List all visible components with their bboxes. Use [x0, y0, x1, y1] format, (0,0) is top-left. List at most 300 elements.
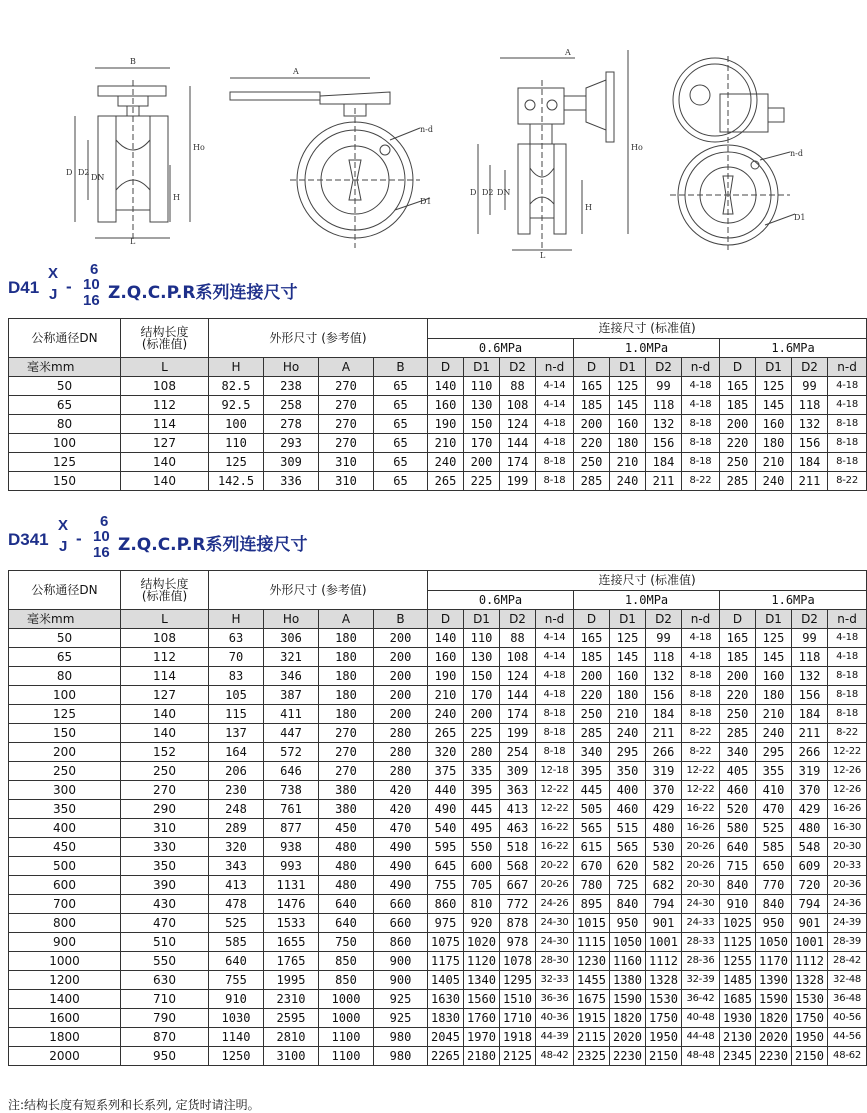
table-cell: 4-18 — [682, 396, 720, 415]
table-cell: 266 — [646, 743, 682, 762]
table-row — [9, 1047, 867, 1066]
table-cell: 24-30 — [536, 914, 574, 933]
table-cell: 220 — [720, 686, 756, 705]
table-cell: 4-18 — [682, 648, 720, 667]
table-cell: 1250 — [209, 1047, 264, 1066]
table-cell: 640 — [319, 895, 374, 914]
table-cell: 44-48 — [682, 1028, 720, 1047]
table-cell: 125 — [209, 453, 264, 472]
dim-label-d1: D1 — [420, 197, 432, 206]
table-cell: 200 — [464, 453, 500, 472]
table-cell: 518 — [500, 838, 536, 857]
table-cell: 413 — [209, 876, 264, 895]
table-cell: 83 — [209, 667, 264, 686]
table-cell: 1078 — [500, 952, 536, 971]
table-cell: 250 — [574, 705, 610, 724]
table-cell: 36-48 — [828, 990, 867, 1009]
table-cell: 480 — [319, 838, 374, 857]
table-cell: 901 — [646, 914, 682, 933]
table-cell: 285 — [574, 724, 610, 743]
table-cell: 309 — [500, 762, 536, 781]
table-cell: 950 — [121, 1047, 209, 1066]
table-cell: 1995 — [264, 971, 319, 990]
table-cell: 278 — [264, 415, 319, 434]
table-cell: 8-18 — [828, 705, 867, 724]
table-cell: 4-18 — [828, 629, 867, 648]
table-cell: 1230 — [574, 952, 610, 971]
table-cell: 165 — [574, 377, 610, 396]
table-cell: 463 — [500, 819, 536, 838]
table-cell: 240 — [756, 472, 792, 491]
title-dash: - — [66, 277, 72, 296]
title-pn-10: 10 — [93, 528, 110, 545]
table-cell: 2150 — [792, 1047, 828, 1066]
table-cell: 270 — [319, 434, 374, 453]
table-cell: 254 — [500, 743, 536, 762]
table-cell: 1400 — [9, 990, 121, 1009]
pressure-header-p1: 0.6MPa — [428, 590, 574, 610]
header-row — [9, 319, 867, 339]
table-cell: 8-18 — [682, 434, 720, 453]
col-header-connection: 连接尺寸 (标准值) — [428, 319, 867, 339]
table-cell: 114 — [121, 415, 209, 434]
d341-side-view — [670, 56, 795, 250]
dim-label-nd: n-d — [420, 125, 433, 134]
dim-label-d1-2: D1 — [794, 213, 806, 222]
table-cell: 200 — [720, 415, 756, 434]
table-cell: 772 — [500, 895, 536, 914]
table-row — [9, 781, 867, 800]
table-cell: 280 — [374, 762, 428, 781]
table-cell: 4-18 — [828, 396, 867, 415]
table-row — [9, 686, 867, 705]
table-cell: 2325 — [574, 1047, 610, 1066]
table-cell: 1020 — [464, 933, 500, 952]
table-cell: 144 — [500, 434, 536, 453]
table-cell: 460 — [610, 800, 646, 819]
d341-front-view — [478, 50, 628, 250]
dim-label-a: A — [293, 67, 299, 76]
title-dash: - — [76, 529, 82, 548]
table-cell: 125 — [756, 377, 792, 396]
table-cell: 100 — [9, 434, 121, 453]
table-cell: 270 — [319, 762, 374, 781]
table-cell: 130 — [464, 648, 500, 667]
unit-cell: 毫米mm — [9, 358, 121, 377]
table-cell: 615 — [574, 838, 610, 857]
table-cell: 8-18 — [536, 743, 574, 762]
valve-drawings — [0, 0, 850, 262]
table-cell: 336 — [264, 472, 319, 491]
table-cell: 289 — [209, 819, 264, 838]
table-cell: 130 — [464, 396, 500, 415]
table-cell: 220 — [720, 434, 756, 453]
table-cell: 20-30 — [682, 876, 720, 895]
table-cell: 44-56 — [828, 1028, 867, 1047]
table-cell: 124 — [500, 667, 536, 686]
table-cell: 206 — [209, 762, 264, 781]
table-cell: 210 — [610, 705, 646, 724]
table-cell: 290 — [121, 800, 209, 819]
table-cell: 65 — [374, 434, 428, 453]
table-cell: 350 — [9, 800, 121, 819]
table-cell: 280 — [374, 743, 428, 762]
table-cell: 270 — [319, 743, 374, 762]
table-cell: 4-18 — [828, 377, 867, 396]
table-cell: 8-18 — [682, 415, 720, 434]
unit-cell: D1 — [464, 358, 500, 377]
table-cell: 8-18 — [682, 686, 720, 705]
table-cell: 925 — [374, 1009, 428, 1028]
table-cell: 211 — [792, 472, 828, 491]
table-cell: 165 — [574, 629, 610, 648]
unit-cell: D — [720, 358, 756, 377]
table-cell: 132 — [646, 667, 682, 686]
table-cell: 4-14 — [536, 377, 574, 396]
table-cell: 200 — [374, 705, 428, 724]
table-cell: 900 — [374, 971, 428, 990]
table-row — [9, 933, 867, 952]
unit-cell: n-d — [536, 358, 574, 377]
table-cell: 910 — [209, 990, 264, 1009]
table-cell: 65 — [374, 453, 428, 472]
table-cell: 667 — [500, 876, 536, 895]
title-pn-16: 16 — [83, 292, 100, 309]
table-cell: 580 — [720, 819, 756, 838]
table-cell: 16-30 — [828, 819, 867, 838]
table-cell: 4-14 — [536, 396, 574, 415]
table-cell: 1160 — [610, 952, 646, 971]
table-cell: 180 — [319, 705, 374, 724]
unit-cell: H — [209, 610, 264, 629]
table-cell: 63 — [209, 629, 264, 648]
table-cell: 190 — [428, 667, 464, 686]
title-j: J — [49, 286, 58, 303]
table-cell: 118 — [646, 396, 682, 415]
table-cell: 88 — [500, 377, 536, 396]
table-cell: 170 — [464, 686, 500, 705]
table-cell: 200 — [374, 648, 428, 667]
table-cell: 2000 — [9, 1047, 121, 1066]
table-cell: 350 — [121, 857, 209, 876]
unit-cell: L — [121, 358, 209, 377]
table-cell: 1390 — [756, 971, 792, 990]
dim-label-dn-2: DN — [497, 188, 511, 197]
table-cell: 125 — [756, 629, 792, 648]
table-cell: 850 — [319, 971, 374, 990]
table-cell: 32-33 — [536, 971, 574, 990]
table-cell: 319 — [646, 762, 682, 781]
table-cell: 1328 — [646, 971, 682, 990]
table-cell: 1590 — [756, 990, 792, 1009]
table-cell: 125 — [9, 705, 121, 724]
table-cell: 2345 — [720, 1047, 756, 1066]
table-cell: 250 — [720, 453, 756, 472]
unit-cell: D1 — [756, 610, 792, 629]
table-cell: 140 — [121, 472, 209, 491]
table-cell: 20-26 — [682, 838, 720, 857]
d41-side-view — [230, 78, 430, 248]
unit-cell: D2 — [500, 610, 536, 629]
table-cell: 1655 — [264, 933, 319, 952]
table-cell: 285 — [574, 472, 610, 491]
table-cell: 185 — [720, 396, 756, 415]
table-cell: 1131 — [264, 876, 319, 895]
unit-cell: Ho — [264, 610, 319, 629]
table-cell: 480 — [792, 819, 828, 838]
table-cell: 660 — [374, 895, 428, 914]
table-cell: 150 — [9, 472, 121, 491]
table-cell: 50 — [9, 629, 121, 648]
table-cell: 180 — [319, 648, 374, 667]
table-cell: 585 — [209, 933, 264, 952]
table-cell: 20-36 — [828, 876, 867, 895]
table-cell: 1000 — [319, 1009, 374, 1028]
table-cell: 877 — [264, 819, 319, 838]
unit-cell: D — [720, 610, 756, 629]
unit-cell: D2 — [646, 610, 682, 629]
table-cell: 300 — [9, 781, 121, 800]
table-cell: 1750 — [792, 1009, 828, 1028]
pressure-header-p2: 1.0MPa — [574, 338, 720, 358]
table-cell: 200 — [720, 667, 756, 686]
dim-label-l-2: L — [540, 251, 546, 260]
table-cell: 210 — [756, 705, 792, 724]
table-cell: 32-48 — [828, 971, 867, 990]
table-cell: 238 — [264, 377, 319, 396]
table-cell: 88 — [500, 629, 536, 648]
table-cell: 1125 — [720, 933, 756, 952]
table-cell: 127 — [121, 686, 209, 705]
table-cell: 250 — [121, 762, 209, 781]
table-cell: 165 — [720, 377, 756, 396]
title-model: D41 — [8, 278, 40, 297]
table-cell: 980 — [374, 1047, 428, 1066]
table-cell: 280 — [374, 724, 428, 743]
connection-table-d341 — [8, 570, 867, 1066]
table-cell: 1530 — [646, 990, 682, 1009]
table-cell: 715 — [720, 857, 756, 876]
table-cell: 410 — [756, 781, 792, 800]
table-cell: 210 — [428, 434, 464, 453]
table-cell: 640 — [209, 952, 264, 971]
table-cell: 28-30 — [536, 952, 574, 971]
table-row — [9, 895, 867, 914]
table-cell: 895 — [574, 895, 610, 914]
col-header-dn: 公称通径DN — [9, 319, 121, 358]
table-cell: 1455 — [574, 971, 610, 990]
table-cell: 2020 — [756, 1028, 792, 1047]
col-header-length: 结构长度 (标准值) — [121, 571, 209, 610]
table-cell: 1630 — [428, 990, 464, 1009]
table-cell: 710 — [121, 990, 209, 1009]
table-cell: 12-18 — [536, 762, 574, 781]
title-x: X — [48, 265, 59, 282]
table-cell: 110 — [464, 629, 500, 648]
table-cell: 370 — [792, 781, 828, 800]
dim-label-d-2: D — [470, 188, 477, 197]
table-cell: 118 — [646, 648, 682, 667]
table-cell: 270 — [319, 415, 374, 434]
table-cell: 310 — [319, 453, 374, 472]
table-cell: 145 — [610, 396, 646, 415]
dim-label-a-2: A — [565, 48, 571, 57]
table-cell: 395 — [464, 781, 500, 800]
table-cell: 12-26 — [828, 781, 867, 800]
table-cell: 1100 — [319, 1047, 374, 1066]
table-cell: 150 — [464, 415, 500, 434]
table-cell: 174 — [500, 705, 536, 724]
table-cell: 700 — [9, 895, 121, 914]
table-cell: 400 — [610, 781, 646, 800]
table-cell: 118 — [792, 396, 828, 415]
table-cell: 810 — [464, 895, 500, 914]
table-cell: 1100 — [319, 1028, 374, 1047]
table-cell: 572 — [264, 743, 319, 762]
table-cell: 380 — [319, 800, 374, 819]
table-row — [9, 415, 867, 434]
table-cell: 720 — [792, 876, 828, 895]
table-cell: 585 — [756, 838, 792, 857]
table-cell: 108 — [500, 648, 536, 667]
table-cell: 901 — [792, 914, 828, 933]
table-cell: 115 — [209, 705, 264, 724]
table-cell: 211 — [646, 724, 682, 743]
table-cell: 375 — [428, 762, 464, 781]
table-cell: 8-18 — [536, 705, 574, 724]
table-cell: 8-18 — [536, 453, 574, 472]
table-cell: 199 — [500, 724, 536, 743]
table-cell: 125 — [610, 377, 646, 396]
table-cell: 150 — [9, 724, 121, 743]
table-cell: 190 — [428, 415, 464, 434]
table-cell: 180 — [319, 686, 374, 705]
table-cell: 646 — [264, 762, 319, 781]
table-cell: 48-48 — [682, 1047, 720, 1066]
table-cell: 295 — [756, 743, 792, 762]
table-cell: 145 — [610, 648, 646, 667]
table-cell: 2265 — [428, 1047, 464, 1066]
table-cell: 112 — [121, 648, 209, 667]
table-cell: 1685 — [720, 990, 756, 1009]
unit-cell: D2 — [646, 358, 682, 377]
table-cell: 4-18 — [536, 667, 574, 686]
table-cell: 1050 — [610, 933, 646, 952]
table-cell: 92.5 — [209, 396, 264, 415]
table-row — [9, 857, 867, 876]
table-cell: 240 — [610, 472, 646, 491]
table-cell: 220 — [574, 686, 610, 705]
table-title-d41 — [8, 261, 708, 309]
table-cell: 184 — [646, 705, 682, 724]
table-cell: 520 — [720, 800, 756, 819]
table-cell: 548 — [792, 838, 828, 857]
table-cell: 240 — [428, 453, 464, 472]
table-row — [9, 952, 867, 971]
table-cell: 270 — [319, 396, 374, 415]
table-cell: 413 — [500, 800, 536, 819]
table-cell: 860 — [428, 895, 464, 914]
table-cell: 470 — [756, 800, 792, 819]
table-cell: 1918 — [500, 1028, 536, 1047]
dim-label-d: D — [66, 168, 73, 177]
table-cell: 705 — [464, 876, 500, 895]
table-cell: 450 — [319, 819, 374, 838]
table-cell: 16-26 — [682, 819, 720, 838]
unit-cell: D2 — [792, 358, 828, 377]
dim-label-l: L — [130, 237, 136, 246]
table-cell: 2020 — [610, 1028, 646, 1047]
table-cell: 200 — [9, 743, 121, 762]
table-cell: 478 — [209, 895, 264, 914]
table-cell: 16-26 — [828, 800, 867, 819]
table-cell: 1075 — [428, 933, 464, 952]
table-cell: 582 — [646, 857, 682, 876]
table-cell: 321 — [264, 648, 319, 667]
table-cell: 565 — [610, 838, 646, 857]
table-cell: 20-30 — [828, 838, 867, 857]
pressure-header-p1: 0.6MPa — [428, 338, 574, 358]
table-cell: 1675 — [574, 990, 610, 1009]
table-cell: 470 — [121, 914, 209, 933]
table-cell: 790 — [121, 1009, 209, 1028]
table-cell: 99 — [792, 377, 828, 396]
table-cell: 200 — [464, 705, 500, 724]
table-cell: 48-62 — [828, 1047, 867, 1066]
table-cell: 80 — [9, 415, 121, 434]
table-cell: 200 — [374, 629, 428, 648]
table-cell: 145 — [756, 396, 792, 415]
table-cell: 164 — [209, 743, 264, 762]
table-cell: 8-22 — [682, 724, 720, 743]
table-cell: 2125 — [500, 1047, 536, 1066]
table-cell: 420 — [374, 800, 428, 819]
pressure-header-p2: 1.0MPa — [574, 590, 720, 610]
table-cell: 794 — [792, 895, 828, 914]
dim-label-nd-2: n-d — [790, 149, 803, 158]
footnote: 注:结构长度有短系列和长系列, 定货时请注明。 — [8, 1098, 260, 1112]
table-cell: 470 — [374, 819, 428, 838]
table-cell: 2810 — [264, 1028, 319, 1047]
table-cell: 1255 — [720, 952, 756, 971]
table-cell: 1030 — [209, 1009, 264, 1028]
table-cell: 1112 — [792, 952, 828, 971]
dim-label-h: H — [173, 193, 180, 202]
table-cell: 200 — [574, 667, 610, 686]
table-cell: 82.5 — [209, 377, 264, 396]
unit-cell: H — [209, 358, 264, 377]
unit-cell: A — [319, 610, 374, 629]
table-cell: 225 — [464, 472, 500, 491]
table-cell: 755 — [209, 971, 264, 990]
table-cell: 505 — [574, 800, 610, 819]
table-cell: 24-39 — [828, 914, 867, 933]
table-cell: 595 — [428, 838, 464, 857]
table-cell: 20-22 — [536, 857, 574, 876]
table-cell: 8-22 — [682, 472, 720, 491]
table-row — [9, 377, 867, 396]
table-cell: 1530 — [792, 990, 828, 1009]
table-cell: 1476 — [264, 895, 319, 914]
table-cell: 4-18 — [536, 434, 574, 453]
table-cell: 4-18 — [536, 686, 574, 705]
table-cell: 8-18 — [536, 724, 574, 743]
table-cell: 8-18 — [828, 686, 867, 705]
table-cell: 65 — [374, 396, 428, 415]
table-cell: 1120 — [464, 952, 500, 971]
table-cell: 125 — [9, 453, 121, 472]
col-header-connection: 连接尺寸 (标准值) — [428, 571, 867, 591]
